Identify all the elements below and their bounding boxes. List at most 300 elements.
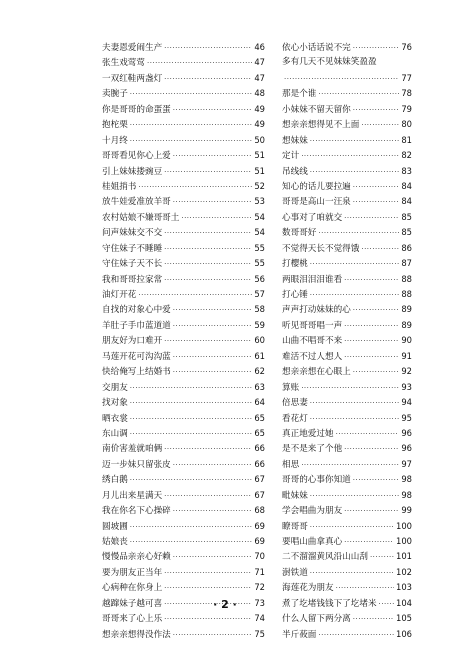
toc-entry-page: 67	[254, 474, 265, 485]
toc-entry-title: 心病种在你身上	[102, 583, 163, 594]
toc-leader-dots	[344, 350, 399, 365]
toc-leader-dots	[173, 103, 253, 118]
toc-entry-page: 69	[254, 520, 265, 531]
toc-entry-page: 62	[254, 366, 265, 377]
toc-leader-dots	[310, 520, 394, 535]
toc-leader-dots	[301, 458, 399, 473]
toc-entry	[282, 580, 412, 595]
toc-leader-dots	[301, 149, 399, 164]
toc-leader-dots	[344, 273, 399, 288]
toc-entry-page: 69	[254, 536, 265, 546]
toc-entry-page: 77	[401, 72, 412, 83]
toc-entry-page: 68	[254, 505, 265, 516]
toc-entry	[282, 256, 412, 271]
toc-entry-title: 什么人留下两分离	[282, 614, 351, 625]
toc-entry-page: 53	[254, 196, 265, 207]
toc-entry-title: 声声打动妹妹的心	[282, 305, 351, 316]
toc-entry	[282, 519, 412, 534]
toc-entry-title: 问声妹妹交不交	[102, 228, 163, 239]
toc-entry-page: 90	[401, 335, 412, 346]
toc-entry-page: 49	[254, 119, 265, 130]
toc-leader-dots	[301, 381, 399, 396]
toc-entry	[282, 318, 412, 333]
toc-leader-dots	[130, 396, 253, 411]
toc-leader-dots	[353, 365, 400, 380]
toc-entry	[282, 426, 412, 441]
toc-entry-page: 75	[254, 628, 265, 639]
toc-entry-title: 澍铁道	[282, 567, 308, 578]
toc-leader-dots	[130, 118, 253, 133]
toc-leader-dots	[173, 319, 253, 334]
toc-entry-page: 88	[401, 273, 412, 284]
toc-entry-page: 101	[396, 551, 412, 562]
toc-entry-page: 88	[401, 289, 412, 299]
toc-entry	[102, 148, 265, 163]
toc-entry-page: 73	[254, 597, 265, 608]
toc-entry	[282, 472, 412, 487]
toc-entry-title: 马莲开花可沟沟蓝	[102, 351, 171, 362]
toc-leader-dots	[138, 288, 252, 303]
toc-entry-page: 86	[401, 242, 412, 253]
toc-leader-dots	[130, 134, 253, 149]
toc-entry-title: 找对象	[102, 398, 128, 409]
toc-entry-title: 守住妹子天不长	[102, 259, 163, 270]
toc-entry-title: 依心小话话说不完	[282, 43, 351, 53]
toc-entry	[102, 86, 265, 101]
toc-entry-page: 70	[254, 551, 265, 562]
toc-entry-page: 67	[254, 489, 265, 500]
toc-entry-title: 打心锤	[282, 290, 308, 300]
toc-entry-page: 98	[401, 489, 412, 500]
toc-entry	[102, 55, 265, 70]
toc-entry-title: 慢慢品亲亲心好赖	[102, 552, 171, 563]
toc-entry-page: 61	[254, 350, 265, 361]
toc-leader-dots	[353, 612, 394, 627]
toc-entry	[282, 411, 412, 426]
toc-entry	[282, 364, 412, 379]
toc-entry-title: 交朋友	[102, 382, 128, 393]
toc-leader-dots	[164, 442, 252, 457]
toc-entry-title: 瞭哥哥	[282, 521, 308, 532]
toc-entry-title: 迈一步妹只留张皮	[102, 459, 171, 470]
toc-leader-dots	[344, 535, 394, 550]
toc-entry	[102, 364, 265, 379]
toc-entry	[102, 503, 265, 518]
toc-entry	[102, 472, 265, 487]
toc-entry-title: 海莲花为朋友	[282, 583, 334, 594]
toc-leader-dots	[370, 550, 394, 565]
toc-entry-title: 引上妹妹搂豌豆	[102, 166, 163, 177]
toc-entry	[282, 488, 412, 503]
toc-entry-page: 104	[396, 597, 412, 608]
toc-entry-title: 你是哥哥的命蛋蛋	[102, 104, 171, 115]
toc-entry	[282, 349, 412, 364]
toc-leader-dots	[164, 334, 252, 349]
toc-entry-page: 94	[401, 397, 412, 408]
toc-entry-title: 我在你名下心操碎	[102, 506, 171, 517]
toc-leader-dots	[310, 412, 400, 427]
toc-leader-dots	[130, 87, 253, 102]
toc-entry	[102, 441, 265, 456]
toc-entry-page: 102	[396, 566, 412, 577]
toc-entry-page: 78	[401, 88, 412, 99]
toc-entry-page: 54	[254, 211, 265, 222]
toc-entry-page: 85	[401, 227, 412, 238]
toc-entry-page: 89	[401, 319, 412, 330]
toc-leader-dots	[284, 72, 399, 87]
toc-right-column	[282, 40, 412, 642]
toc-leader-dots	[361, 118, 399, 133]
toc-leader-dots	[361, 242, 399, 257]
toc-entry-page: 96	[401, 427, 412, 438]
toc-leader-dots	[181, 211, 252, 226]
toc-entry	[102, 488, 265, 503]
toc-entry-page: 80	[401, 119, 412, 130]
toc-entry	[102, 102, 265, 117]
toc-entry-title: 自找的对象心中爱	[102, 305, 171, 316]
toc-entry-title: 月儿出来星满天	[102, 490, 163, 501]
toc-entry	[102, 349, 265, 364]
toc-entry	[282, 164, 412, 179]
toc-entry-page: 98	[401, 474, 412, 485]
toc-leader-dots	[130, 412, 253, 427]
toc-entry-page: 50	[254, 134, 265, 145]
toc-entry-title: 不觉得天长不觉得饿	[282, 243, 360, 254]
toc-entry-title: 放牛娃爱准放羊哥	[102, 197, 171, 208]
toc-entry-title: 学会唱曲为朋友	[282, 506, 343, 517]
toc-entry-page: 95	[401, 412, 412, 423]
toc-entry-title: 吊线线	[282, 166, 308, 177]
toc-leader-dots	[130, 473, 253, 488]
toc-leader-dots	[130, 427, 253, 442]
toc-entry-title: 煮了圪堵钱钱下了圪堵米	[282, 598, 377, 609]
toc-entry-title: 一双红鞋两盏灯	[102, 73, 163, 84]
toc-entry	[102, 611, 265, 626]
toc-leader-dots	[164, 612, 252, 627]
toc-leader-dots	[164, 257, 252, 272]
toc-entry-title: 卖腕子	[102, 89, 128, 100]
toc-entry	[282, 287, 412, 302]
toc-leader-dots	[310, 566, 394, 581]
toc-entry-title: 夫妻恩爱闹生产	[102, 43, 163, 53]
toc-entry	[102, 380, 265, 395]
toc-leader-dots	[164, 566, 252, 581]
toc-entry-title: 守住妹子不睡睡	[102, 243, 163, 254]
toc-entry-page: 55	[254, 242, 265, 253]
toc-entry	[102, 256, 265, 271]
toc-entry	[102, 395, 265, 410]
toc-entry	[282, 611, 412, 626]
toc-entry-title: 定计	[282, 151, 300, 162]
toc-entry-page: 65	[254, 412, 265, 423]
toc-leader-dots	[336, 427, 400, 442]
toc-entry-title: 真正地爱过她	[282, 428, 334, 439]
toc-entry	[282, 333, 412, 348]
toc-entry	[282, 210, 412, 225]
toc-entry-page: 60	[254, 335, 265, 346]
toc-entry-page: 97	[401, 458, 412, 469]
toc-entry	[102, 549, 265, 564]
toc-entry	[102, 272, 265, 287]
toc-entry	[282, 148, 412, 163]
toc-entry	[102, 71, 265, 86]
toc-leader-dots	[164, 242, 252, 257]
toc-entry	[102, 40, 265, 55]
toc-entry-title: 知心的话儿要拉遍	[282, 181, 351, 192]
toc-entry-page: 48	[254, 88, 265, 99]
toc-leader-dots	[344, 334, 399, 349]
toc-entry	[102, 225, 265, 240]
toc-entry	[282, 302, 412, 317]
toc-entry-title: 相思	[282, 459, 300, 470]
toc-entry-page: 96	[401, 443, 412, 454]
toc-leader-dots	[173, 365, 253, 380]
toc-entry-page: 72	[254, 582, 265, 593]
toc-leader-dots	[310, 134, 400, 149]
toc-leader-dots	[353, 41, 400, 56]
toc-entry-title: 绣白鹅	[102, 475, 128, 486]
toc-entry-page: 74	[254, 613, 265, 624]
toc-entry	[102, 411, 265, 426]
toc-entry	[102, 164, 265, 179]
toc-entry	[102, 117, 265, 132]
toc-leader-dots	[147, 56, 252, 71]
toc-entry-page: 47	[254, 57, 265, 68]
toc-entry-page: 56	[254, 273, 265, 284]
toc-entry	[282, 565, 412, 580]
toc-entry	[102, 287, 265, 302]
toc-entry-page: 82	[401, 150, 412, 161]
toc-entry-title: 张生戏莺莺	[102, 58, 145, 69]
toc-entry-title: 圆坡圃	[102, 521, 128, 532]
toc-entry	[282, 225, 412, 240]
toc-leader-dots	[173, 504, 253, 519]
toc-leader-dots	[344, 442, 399, 457]
toc-entry-page: 66	[254, 443, 265, 454]
toc-leader-dots	[173, 550, 253, 565]
toc-entry-page: 65	[254, 427, 265, 438]
toc-entry	[282, 241, 412, 256]
toc-entry-page: 85	[401, 211, 412, 222]
toc-entry-title: 难活不过人想人	[282, 351, 343, 362]
toc-entry-title: 我和哥哥拉家常	[102, 274, 163, 285]
toc-entry-title: 倍思妻	[282, 398, 308, 409]
toc-leader-dots	[353, 473, 400, 488]
toc-entry-page: 81	[401, 134, 412, 145]
toc-leader-dots	[164, 273, 252, 288]
toc-leader-dots	[318, 628, 394, 643]
toc-entry	[102, 333, 265, 348]
toc-entry-title: 要唱山曲拿真心	[282, 537, 343, 547]
toc-left-column	[102, 40, 265, 642]
toc-entry-page: 79	[401, 103, 412, 114]
toc-leader-dots	[173, 350, 253, 365]
toc-entry-page: 100	[396, 520, 412, 531]
toc-leader-dots	[130, 535, 253, 550]
toc-leader-dots	[353, 303, 400, 318]
toc-entry	[282, 194, 412, 209]
toc-leader-dots	[173, 149, 253, 164]
toc-leader-dots	[310, 165, 400, 180]
toc-leader-dots	[164, 489, 252, 504]
toc-entry-page: 47	[254, 72, 265, 83]
toc-leader-dots	[173, 458, 253, 473]
toc-entry-title: 桂姐捎书	[102, 181, 137, 192]
toc-entry-page: 100	[396, 536, 412, 546]
page-number: · 2 ·	[213, 598, 237, 611]
toc-leader-dots	[353, 180, 400, 195]
toc-entry-title: 小妹妹不留天留你	[282, 104, 351, 115]
toc-entry-title: 两眼泪泪泪谁看	[282, 274, 343, 285]
toc-entry-title: 那是个谁	[282, 89, 317, 100]
toc-entry-page: 91	[401, 350, 412, 361]
toc-entry	[102, 457, 265, 472]
toc-entry-page: 76	[401, 42, 412, 52]
toc-entry	[282, 395, 412, 410]
toc-leader-dots	[353, 195, 400, 210]
toc-entry-page: 64	[254, 397, 265, 408]
toc-entry-page: 59	[254, 319, 265, 330]
toc-entry-page: 66	[254, 458, 265, 469]
toc-entry-title: 打樱桃	[282, 259, 308, 270]
toc-leader-dots	[336, 581, 394, 596]
toc-entry-title: 看花灯	[282, 413, 308, 424]
toc-entry	[102, 302, 265, 317]
toc-entry	[282, 380, 412, 395]
toc-entry-page: 87	[401, 258, 412, 269]
toc-leader-dots	[138, 180, 252, 195]
toc-entry-title: 哥哥是高山一汪泉	[282, 197, 351, 208]
toc-entry-title: 听见哥哥唱一声	[282, 320, 343, 331]
toc-entry-page: 49	[254, 103, 265, 114]
toc-leader-dots	[344, 504, 399, 519]
toc-entry	[102, 627, 265, 642]
toc-entry	[282, 86, 412, 101]
toc-leader-dots	[164, 165, 252, 180]
toc-entry	[282, 102, 412, 117]
toc-entry-title: 想妹妹	[282, 135, 308, 146]
toc-entry-title: 十月终	[102, 135, 128, 146]
toc-entry-title: 抱柁栗	[102, 120, 128, 131]
toc-entry-title: 哥哥的心事你知道	[282, 475, 351, 486]
toc-entry	[282, 40, 412, 55]
toc-leader-dots	[344, 211, 399, 226]
toc-entry-title: 数哥哥好	[282, 228, 317, 239]
toc-entry-title: 毗妹妹	[282, 490, 308, 501]
toc-leader-dots	[310, 257, 400, 272]
toc-entry	[102, 565, 265, 580]
toc-entry	[102, 580, 265, 595]
toc-entry-page: 57	[254, 289, 265, 299]
toc-entry-page: 71	[254, 566, 265, 577]
toc-entry-title: 姑娘丧	[102, 537, 128, 547]
toc-leader-dots	[164, 41, 252, 56]
toc-entry-page: 63	[254, 381, 265, 392]
toc-leader-dots	[173, 303, 253, 318]
toc-entry-page: 103	[396, 582, 412, 593]
toc-entry-title: 哥哥来了心上乐	[102, 614, 163, 625]
toc-entry	[282, 549, 412, 564]
toc-entry	[282, 55, 412, 70]
toc-leader-dots	[310, 396, 400, 411]
toc-entry	[282, 179, 412, 194]
toc-entry	[102, 179, 265, 194]
toc-entry-title: 南价害羞就咱俩	[102, 444, 163, 455]
toc-leader-dots	[164, 72, 252, 87]
toc-entry-title: 算账	[282, 382, 300, 393]
toc-entry-title: 想亲亲想在心眼上	[282, 367, 351, 378]
toc-entry-title: 心事对了咱就交	[282, 212, 343, 223]
toc-entry-page: 106	[396, 628, 412, 639]
toc-entry-page: 51	[254, 165, 265, 176]
toc-leader-dots	[318, 87, 399, 102]
toc-entry	[282, 272, 412, 287]
toc-entry-title: 哥哥看见你心上爱	[102, 151, 171, 162]
toc-leader-dots	[173, 195, 253, 210]
toc-entry-title: 半斤莜面	[282, 629, 317, 640]
toc-entry	[282, 71, 412, 86]
toc-leader-dots	[310, 288, 400, 303]
toc-entry-title: 晒衣裳	[102, 413, 128, 424]
toc-entry	[102, 210, 265, 225]
toc-entry-title: 农村姑娘不嫌哥哥土	[102, 212, 180, 223]
toc-entry	[282, 534, 412, 549]
toc-entry	[282, 441, 412, 456]
toc-entry	[102, 318, 265, 333]
toc-entry-title: 羊肚子手巾蓝道道	[102, 320, 171, 331]
toc-entry-page: 55	[254, 258, 265, 269]
toc-entry-page: 83	[401, 165, 412, 176]
toc-entry-title: 要为朋友正当年	[102, 567, 163, 578]
toc-entry-title: 快给俺写上结婚书	[102, 367, 171, 378]
toc-entry	[282, 133, 412, 148]
toc-leader-dots	[130, 520, 253, 535]
toc-entry	[282, 457, 412, 472]
toc-entry	[102, 426, 265, 441]
toc-entry-title: 山曲不唱哥不来	[282, 336, 343, 347]
toc-leader-dots	[130, 381, 253, 396]
toc-entry-title: 想亲亲想得没作法	[102, 629, 171, 640]
toc-entry	[102, 519, 265, 534]
toc-entry	[102, 194, 265, 209]
toc-entry-title: 多有几天不见妹妹笑盈盈	[282, 57, 377, 68]
toc-leader-dots	[310, 489, 400, 504]
toc-leader-dots	[164, 226, 252, 241]
toc-entry-page: 89	[401, 304, 412, 315]
toc-entry-page: 84	[401, 180, 412, 191]
toc-entry-page: 52	[254, 180, 265, 191]
toc-entry	[102, 534, 265, 549]
toc-entry-title: 二不溜溜黄风沿山山刮	[282, 552, 368, 563]
toc-entry-page: 105	[396, 613, 412, 624]
toc-leader-dots	[318, 226, 399, 241]
toc-entry-title: 东山调	[102, 428, 128, 439]
toc-entry-title: 想亲亲想得见不上面	[282, 120, 360, 131]
toc-entry-page: 58	[254, 304, 265, 315]
toc-leader-dots	[164, 581, 252, 596]
toc-entry	[282, 627, 412, 642]
toc-entry-title: 越蹿妹子越可喜	[102, 598, 163, 609]
toc-entry-title: 是不是来了个他	[282, 444, 343, 455]
toc-leader-dots	[173, 628, 253, 643]
toc-leader-dots	[353, 103, 400, 118]
toc-entry-page: 93	[401, 381, 412, 392]
toc-entry	[102, 133, 265, 148]
toc-entry-page: 54	[254, 227, 265, 238]
toc-entry-title: 朋友好为口难开	[102, 336, 163, 347]
toc-entry	[282, 503, 412, 518]
toc-entry-page: 84	[401, 196, 412, 207]
